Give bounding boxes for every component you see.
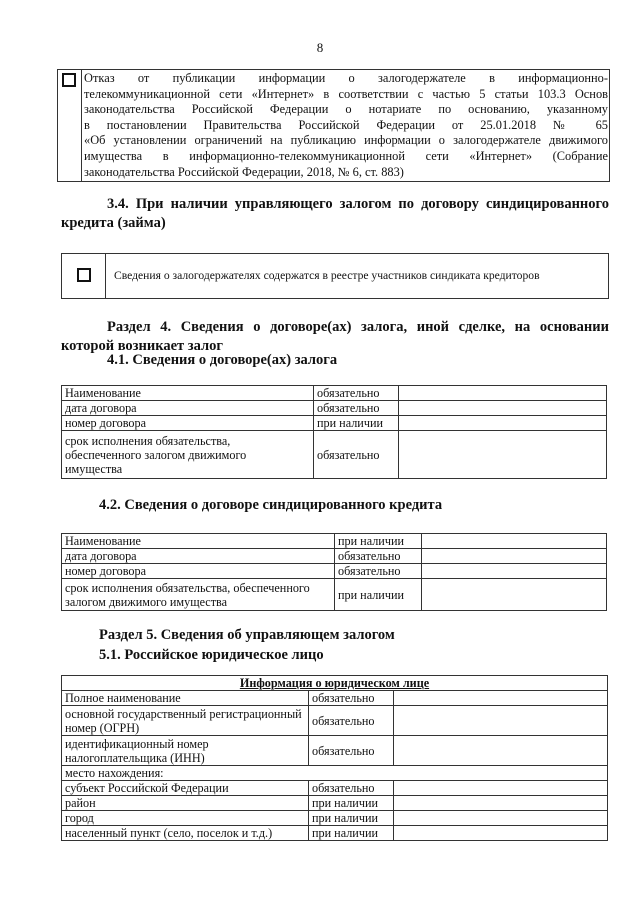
row-label: идентификационный номер налогоплательщика (ИНН) xyxy=(62,736,309,766)
refusal-line: Отказ от публикации информации о залогодержателе в информационно- xyxy=(84,71,608,85)
row-value-field[interactable] xyxy=(422,579,607,611)
row-requirement: обязательно xyxy=(314,401,399,416)
location-label: место нахождения: xyxy=(62,766,608,781)
table-row xyxy=(62,826,608,841)
refusal-line: законодательства Российской Федерации, 2018, № 6, ст. 883) xyxy=(84,164,404,179)
refusal-checkbox-cell xyxy=(58,70,82,182)
row-label: город xyxy=(62,811,309,826)
syndicated-credit-table xyxy=(61,533,607,611)
page-number: 8 xyxy=(316,40,324,55)
table-row xyxy=(62,579,607,611)
section-3-4-title: 3.4. При наличии управляющего залогом по договору синдицированного кредита (займа) xyxy=(61,196,609,231)
row-requirement: обязательно xyxy=(335,549,422,564)
row-value-field[interactable] xyxy=(422,564,607,579)
row-label: населенный пункт (село, поселок и т.д.) xyxy=(62,826,309,841)
section-5-1-title: 5.1. Российское юридическое лицо xyxy=(99,647,324,663)
table-row xyxy=(62,401,607,416)
row-requirement: обязательно xyxy=(314,386,399,401)
row-label: субъект Российской Федерации xyxy=(62,781,309,796)
table-row xyxy=(62,431,607,479)
row-requirement: обязательно xyxy=(309,706,394,736)
refusal-block xyxy=(57,69,610,182)
row-label: Наименование xyxy=(62,534,335,549)
row-value-field[interactable] xyxy=(394,796,608,811)
row-label: срок исполнения обязательства, обеспеченного залогом движимого имущества xyxy=(62,431,314,479)
refusal-text xyxy=(82,70,610,182)
section-3-4-option xyxy=(61,253,609,299)
pledge-contract-table xyxy=(61,385,607,479)
syndicate-checkbox-cell xyxy=(62,254,106,299)
row-requirement: при наличии xyxy=(309,826,394,841)
row-value-field[interactable] xyxy=(394,811,608,826)
row-requirement: при наличии xyxy=(309,811,394,826)
row-value-field[interactable] xyxy=(394,706,608,736)
row-requirement: обязательно xyxy=(309,736,394,766)
row-requirement: при наличии xyxy=(309,796,394,811)
table-header: Информация о юридическом лице xyxy=(239,676,430,690)
row-requirement: обязательно xyxy=(309,781,394,796)
row-value-field[interactable] xyxy=(399,386,607,401)
row-label: Наименование xyxy=(62,386,314,401)
table-row xyxy=(62,796,608,811)
row-value-field[interactable] xyxy=(399,431,607,479)
refusal-line: «Об установлении ограничений на публикацию информации о залогодержателе движимого xyxy=(84,133,608,148)
row-value-field[interactable] xyxy=(394,736,608,766)
row-requirement: при наличии xyxy=(314,416,399,431)
section-4-title: Раздел 4. Сведения о договоре(ах) залога, иной сделке, на основании которой возникает залог xyxy=(61,319,609,354)
table-row xyxy=(62,564,607,579)
row-value-field[interactable] xyxy=(422,549,607,564)
row-value-field[interactable] xyxy=(394,781,608,796)
table-row xyxy=(62,736,608,766)
table-row xyxy=(62,781,608,796)
row-value-field[interactable] xyxy=(422,534,607,549)
legal-entity-table xyxy=(61,675,608,841)
row-label: срок исполнения обязательства, обеспеченного залогом движимого имущества xyxy=(62,579,335,611)
table-row xyxy=(62,386,607,401)
table-row xyxy=(62,416,607,431)
table-row xyxy=(62,706,608,736)
syndicate-checkbox[interactable] xyxy=(77,268,91,282)
location-row xyxy=(62,766,608,781)
row-label: Полное наименование xyxy=(62,691,309,706)
section-5-title: Раздел 5. Сведения об управляющем залогом xyxy=(99,627,395,643)
refusal-line: законодательства Российской Федерации о нотариате по основанию, указанному xyxy=(84,102,608,117)
row-value-field[interactable] xyxy=(394,826,608,841)
row-label: дата договора xyxy=(62,549,335,564)
row-requirement: обязательно xyxy=(335,564,422,579)
row-label: район xyxy=(62,796,309,811)
row-label: номер договора xyxy=(62,564,335,579)
table-row xyxy=(62,534,607,549)
refusal-checkbox[interactable] xyxy=(62,73,76,87)
table-row xyxy=(62,549,607,564)
row-requirement: обязательно xyxy=(309,691,394,706)
table-header-row xyxy=(62,676,608,691)
row-requirement: обязательно xyxy=(314,431,399,479)
refusal-line: в постановлении Правительства Российской Федерации от 25.01.2018 № 65 xyxy=(84,117,608,132)
row-label: дата договора xyxy=(62,401,314,416)
row-value-field[interactable] xyxy=(394,691,608,706)
table-row xyxy=(62,811,608,826)
section-4-1-title: 4.1. Сведения о договоре(ах) залога xyxy=(107,352,338,368)
row-label: основной государственный регистрационный номер (ОГРН) xyxy=(62,706,309,736)
table-row xyxy=(62,691,608,706)
row-requirement: при наличии xyxy=(335,579,422,611)
row-value-field[interactable] xyxy=(399,416,607,431)
row-requirement: при наличии xyxy=(335,534,422,549)
refusal-line: телекоммуникационной сети «Интернет» в соответствии с частью 5 статьи 103.3 Основ xyxy=(84,86,608,101)
refusal-line: имущества в информационно-телекоммуникационной сети «Интернет» (Собрание xyxy=(84,148,608,163)
section-4-2-title: 4.2. Сведения о договоре синдицированного кредита xyxy=(99,497,443,513)
syndicate-option-text: Сведения о залогодержателях содержатся в реестре участников синдиката кредиторов xyxy=(106,254,609,299)
row-label: номер договора xyxy=(62,416,314,431)
row-value-field[interactable] xyxy=(399,401,607,416)
